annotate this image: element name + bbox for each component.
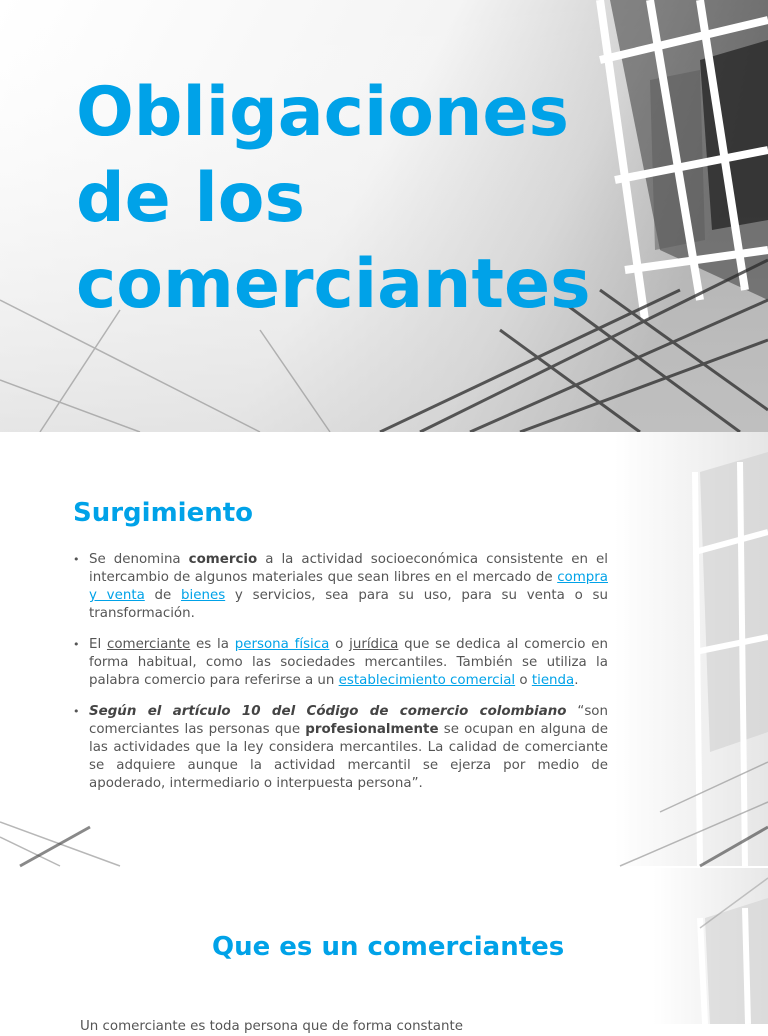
bienes-link[interactable]: bienes <box>181 588 226 603</box>
title-slide <box>0 0 768 432</box>
bold-term: comercio <box>188 552 258 567</box>
bullet-list <box>73 551 608 806</box>
text-span: El <box>89 637 107 652</box>
text-span: o <box>515 673 532 688</box>
text-span: es la <box>190 637 235 652</box>
section-heading: Que es un comerciantes <box>212 932 565 962</box>
text-span: Se denomina <box>89 552 189 567</box>
text-span: . <box>574 673 579 688</box>
section-heading: Surgimiento <box>73 498 254 528</box>
list-item <box>73 636 608 690</box>
text-span: o <box>329 637 350 652</box>
text-span: “son comerciantes las personas que <box>89 704 608 737</box>
text-span: a la actividad socioeconómica consistente en el intercambio de algunos materiales que sean libres en el mercado de <box>89 552 608 585</box>
tienda-link[interactable]: tienda <box>531 673 575 688</box>
text-span: de <box>144 588 182 603</box>
persona-fisica-link[interactable]: persona física <box>234 637 330 652</box>
definition-text: Un comerciante es toda persona que de forma constante <box>80 1019 463 1034</box>
comerciante-underlined: comerciante <box>106 637 191 652</box>
presentation-title <box>76 70 636 328</box>
list-item <box>73 551 608 623</box>
text-span: y servicios, sea para su uso, para su venta o su transformación. <box>89 588 608 621</box>
establecimiento-comercial-link[interactable]: establecimiento comercial <box>338 673 516 688</box>
title-line-3: comerciantes <box>76 245 591 324</box>
article-reference: Según el artículo 10 del Código de comercio colombiano <box>89 704 567 719</box>
juridica-underlined: jurídica <box>349 637 399 652</box>
title-line-2: de los <box>76 159 305 238</box>
list-item <box>73 703 608 793</box>
bold-term: profesionalmente <box>305 722 439 737</box>
compra-y-venta-link[interactable]: compra y venta <box>89 570 608 603</box>
surgimiento-slide <box>0 432 768 866</box>
title-line-1: Obligaciones <box>76 73 569 152</box>
definition-slide <box>0 868 768 1034</box>
text-span: se ocupan en alguna de las actividades que la ley considera mercantiles. La calidad de comerciante se adquiere aunque la actividad mercantil se ejerza por medio de apoderado, intermediario o interpuesta persona”. <box>89 722 608 791</box>
text-span: que se dedica al comercio en forma habitual, como las sociedades mercantiles. También se utiliza la palabra comercio para referirse a un <box>89 637 608 688</box>
